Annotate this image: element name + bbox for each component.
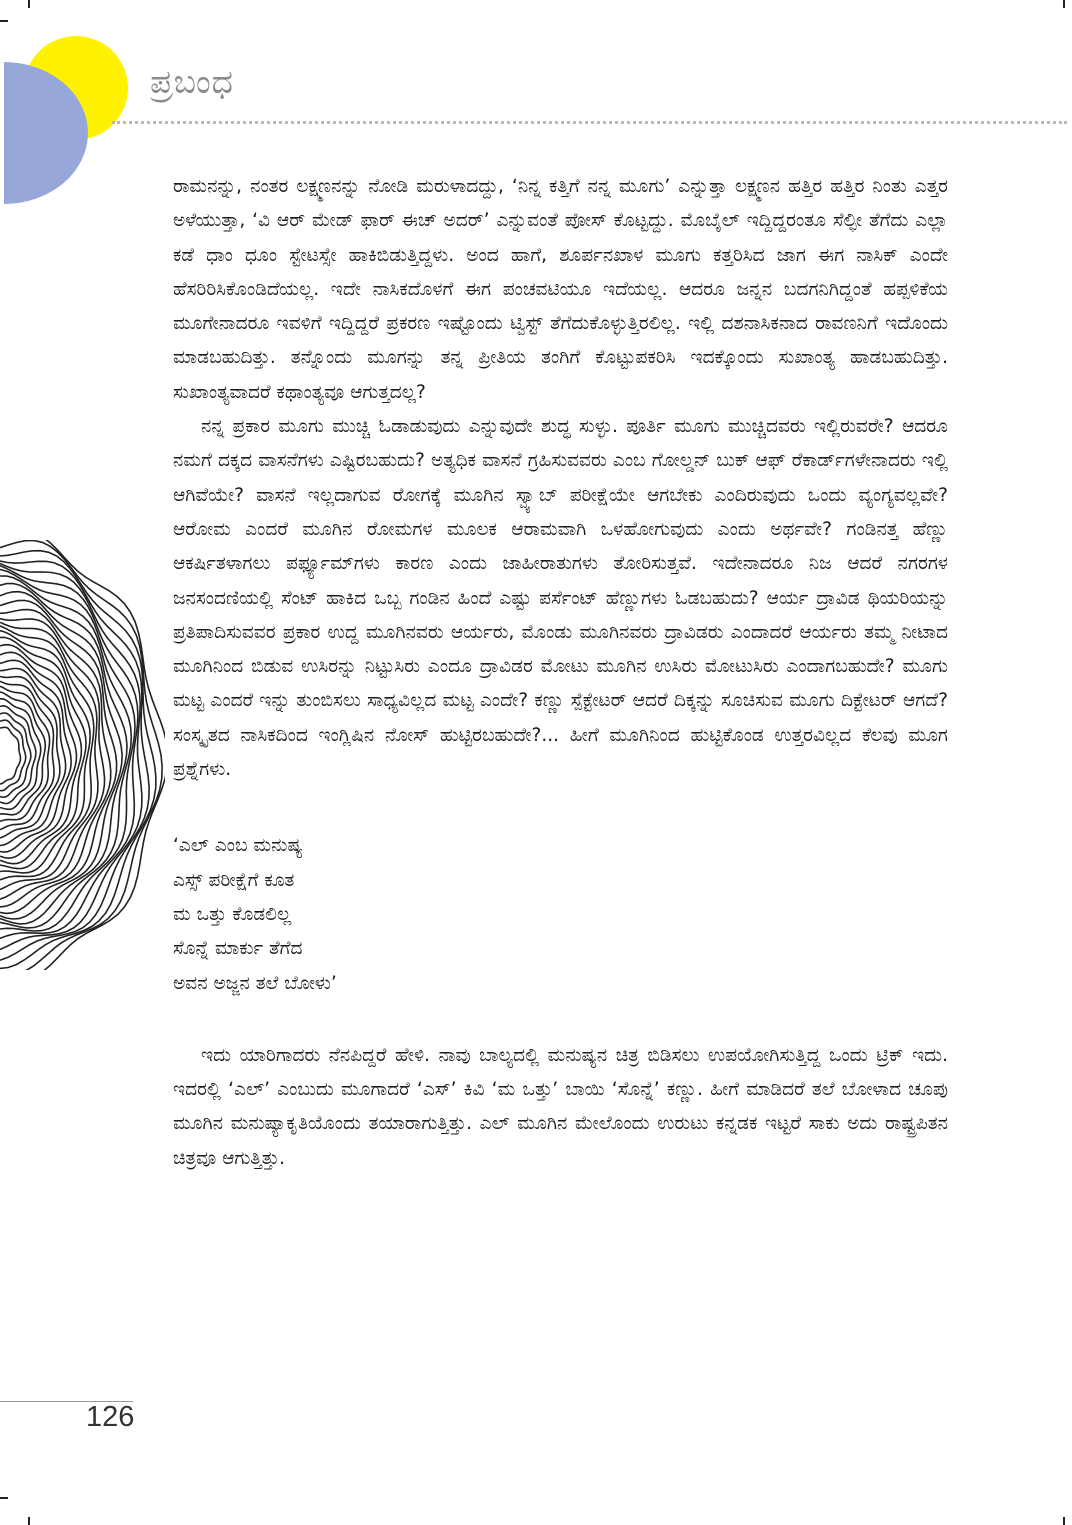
fingerprint-ridge: [0, 626, 94, 880]
poem-line: ಎಸ್ಸ್ ಪರೀಕ್ಷೆಗೆ ಕೂತ: [173, 869, 295, 891]
paragraph: ಇದು ಯಾರಿಗಾದರು ನೆನಪಿದ್ದರೆ ಹೇಳಿ. ನಾವು ಬಾಲ್ಯದಲ್ಲಿ ಮನುಷ್ಯನ ಚಿತ್ರ ಬಿಡಿಸಲು ಉಪಯೋಗಿಸುತ್ತಿದ್ದ ಒಂದು ಟ್ರಿಕ್ ಇದು. ಇದರಲ್ಲಿ ‘ಎಲ್’ ಎಂಬುದು ಮೂಗಾದರೆ ‘ಎಸ್’ ಕಿವಿ ‘ಮ ಒತ್ತು’ ಬಾಯಿ ‘ಸೊನ್ನೆ’ ಕಣ್ಣು. ಹೀಗೆ ಮಾಡಿದರೆ ತಲೆ ಬೋಳಾದ ಚೂಪು ಮೂಗಿನ ಮನುಷ್ಯಾಕೃತಿಯೊಂದು ತಯಾರಾಗುತ್ತಿತ್ತು. ಎಲ್ ಮೂಗಿನ ಮೇಲೊಂದು ಉರುಟು ಕನ್ನಡಕ ಇಟ್ಟರೆ ಸಾಕು ಅದು ರಾಷ್ಟ್ರಪಿತನ ಚಿತ್ರವೂ ಆಗುತ್ತಿತ್ತು.: [173, 1044, 948, 1169]
poem-line: ‘ಎಲ್ ಎಂಬ ಮನುಷ್ಯ: [173, 835, 303, 857]
crop-mark: [28, 1517, 30, 1525]
crop-mark: [1063, 1517, 1065, 1525]
fingerprint-ridge: [0, 720, 26, 791]
dotted-rule: [112, 121, 1067, 124]
poem-line: ಅವನ ಅಜ್ಜನ ತಲೆ ಬೋಳು’: [173, 972, 337, 994]
fingerprint-illustration: [0, 540, 165, 970]
poem-line: ಮ ಒತ್ತು ಕೊಡಲಿಲ್ಲ: [173, 903, 292, 925]
fingerprint-ridge: [0, 727, 21, 784]
poem-line: ಸೊನ್ನೆ ಮಾರ್ಕು ತೆಗೆದ: [173, 938, 303, 960]
paragraph: ನನ್ನ ಪ್ರಕಾರ ಮೂಗು ಮುಚ್ಚಿ ಓಡಾಡುವುದು ಎನ್ನುವುದೇ ಶುದ್ಧ ಸುಳ್ಳು. ಪೂರ್ತಿ ಮೂಗು ಮುಚ್ಚಿದವರು ಇಲ್ಲಿರುವರೇ? ಆದರೂ ನಮಗೆ ದಕ್ಕದ ವಾಸನೆಗಳು ಎಷ್ಟಿರಬಹುದು? ಅತ್ಯಧಿಕ ವಾಸನೆ ಗ್ರಹಿಸುವವರು ಎಂಬ ಗೋಲ್ಡನ್ ಬುಕ್ ಆಫ್ ರೆಕಾರ್ಡ್‌ಗಳೇನಾದರು ಇಲ್ಲಿ ಆಗಿವೆಯೇ? ವಾಸನೆ ಇಲ್ಲದಾಗುವ ರೋಗಕ್ಕೆ ಮೂಗಿನ ಸ್ವ್ಯಾಬ್ ಪರೀಕ್ಷೆಯೇ ಆಗಬೇಕು ಎಂದಿರುವುದು ಒಂದು ವ್ಯಂಗ್ಯವಲ್ಲವೇ? ಆರೋಮ ಎಂದರೆ ಮೂಗಿನ ರೋಮಗಳ ಮೂಲಕ ಆರಾಮವಾಗಿ ಒಳಹೋಗುವುದು ಎಂದು ಅರ್ಥವೇ? ಗಂಡಿನತ್ತ ಹೆಣ್ಣು ಆಕರ್ಷಿತಳಾಗಲು ಪರ್ಫ್ಯೂಮ್‌ಗಳು ಕಾರಣ ಎಂದು ಜಾಹೀರಾತುಗಳು ತೋರಿಸುತ್ತವೆ. ಇದೇನಾದರೂ ನಿಜ ಆದರೆ ನಗರಗಳ ಜನಸಂದಣಿಯಲ್ಲಿ ಸೆಂಟ್ ಹಾಕಿದ ಒಬ್ಬ ಗಂಡಿನ ಹಿಂದೆ ಎಷ್ಟು ಪರ್ಸೆಂಟ್ ಹೆಣ್ಣುಗಳು ಓಡಬಹುದು? ಆರ್ಯ ದ್ರಾವಿಡ ಥಿಯರಿಯನ್ನು ಪ್ರತಿಪಾದಿಸುವವರ ಪ್ರಕಾರ ಉದ್ದ ಮೂಗಿನವರು ಆರ್ಯರು, ಮೊಂಡು ಮೂಗಿನವರು ದ್ರಾವಿಡರು ಎಂದಾದರೆ ಆರ್ಯರು ತಮ್ಮ ನೀಟಾದ ಮೂಗಿನಿಂದ ಬಿಡುವ ಉಸಿರನ್ನು ನಿಟ್ಟುಸಿರು ಎಂದೂ ದ್ರಾವಿಡರ ಮೋಟು ಮೂಗಿನ ಉಸಿರು ಮೋಟುಸಿರು ಎಂದಾಗಬಹುದೇ? ಮೂಗು ಮಟ್ಟ ಎಂದರೆ ಇನ್ನು ತುಂಬಿಸಲು ಸಾಧ್ಯವಿಲ್ಲದ ಮಟ್ಟ ಎಂದೇ? ಕಣ್ಣು ಸ್ಪೆಕ್ಟೇಟರ್ ಆದರೆ ದಿಕ್ಕನ್ನು ಸೂಚಿಸುವ ಮೂಗು ದಿಕ್ಟೇಟರ್ ಆಗದೆ? ಸಂಸ್ಕೃತದ ನಾಸಿಕದಿಂದ ಇಂಗ್ಲಿಷಿನ ನೋಸ್ ಹುಟ್ಟಿರಬಹುದೇ?... ಹೀಗೆ ಮೂಗಿನಿಂದ ಹುಟ್ಟಿಕೊಂಡ ಉತ್ತರವಿಲ್ಲದ ಕೆಲವು ಮೂಗ ಪ್ರಶ್ನೆಗಳು.: [173, 416, 948, 781]
article-body: [173, 170, 948, 1176]
poem: [173, 829, 948, 1000]
crop-mark: [1063, 0, 1065, 8]
paragraph: ರಾಮನನ್ನು, ನಂತರ ಲಕ್ಷ್ಮಣನನ್ನು ನೋಡಿ ಮರುಳಾದದ್ದು, ‘ನಿನ್ನ ಕತ್ತಿಗೆ ನನ್ನ ಮೂಗು’ ಎನ್ನುತ್ತಾ ಲಕ್ಷ್ಮಣನ ಹತ್ತಿರ ಹತ್ತಿರ ನಿಂತು ಎತ್ತರ ಅಳೆಯುತ್ತಾ, ‘ವಿ ಆರ್ ಮೇಡ್ ಫಾರ್ ಈಚ್ ಅದರ್’ ಎನ್ನುವಂತೆ ಪೋಸ್ ಕೊಟ್ಟದ್ದು. ಮೊಬೈಲ್ ಇದ್ದಿದ್ದರಂತೂ ಸೆಲ್ಫೀ ತೆಗೆದು ಎಲ್ಲಾ ಕಡೆ ಧಾಂ ಧೂಂ ಸ್ಟೇಟಸ್ಸೇ ಹಾಕಿಬಿಡುತ್ತಿದ್ದಳು. ಅಂದ ಹಾಗೆ, ಶೂರ್ಪನಖಾಳ ಮೂಗು ಕತ್ತರಿಸಿದ ಜಾಗ ಈಗ ನಾಸಿಕ್ ಎಂದೇ ಹೆಸರಿರಿಸಿಕೊಂಡಿದೆಯಲ್ಲ. ಇದೇ ನಾಸಿಕದೊಳಗೆ ಈಗ ಪಂಚವಟಿಯೂ ಇದೆಯಲ್ಲ. ಆದರೂ ಜನ್ನನ ಬದಗನಿಗಿದ್ದಂತೆ ಹಪ್ಪಳಿಕೆಯ ಮೂಗೇನಾದರೂ ಇವಳಿಗೆ ಇದ್ದಿದ್ದರೆ ಪ್ರಕರಣ ಇಷ್ಟೊಂದು ಟ್ವಿಸ್ಟ್ ತೆಗೆದುಕೊಳ್ಳುತ್ತಿರಲಿಲ್ಲ. ಇಲ್ಲಿ ದಶನಾಸಿಕನಾದ ರಾವಣನಿಗೆ ಇದೊಂದು ಮಾಡಬಹುದಿತ್ತು. ತನ್ನೊಂದು ಮೂಗನ್ನು ತನ್ನ ಪ್ರೀತಿಯ ತಂಗಿಗೆ ಕೊಟ್ಟುಪಕರಿಸಿ ಇದಕ್ಕೊಂದು ಸುಖಾಂತ್ಯ ಹಾಡಬಹುದಿತ್ತು. ಸುಖಾಂತ್ಯವಾದರೆ ಕಥಾಂತ್ಯವೂ ಆಗುತ್ತದಲ್ಲ?: [173, 176, 948, 403]
header-decoration: [0, 0, 140, 215]
crop-mark: [0, 1497, 8, 1499]
page-number: 126: [86, 1401, 135, 1433]
section-title: ಪ್ರಬಂಧ: [150, 62, 234, 101]
